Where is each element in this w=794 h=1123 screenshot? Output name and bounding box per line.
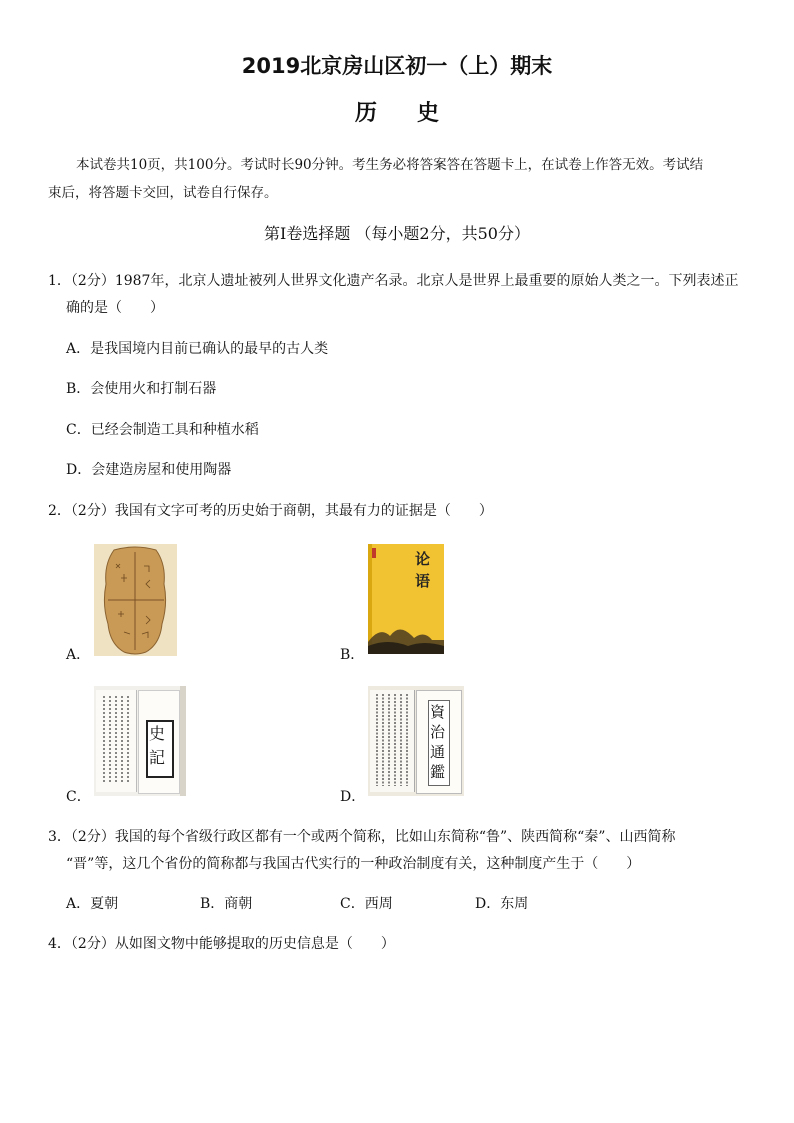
question-4-text: 4．（2分）从如图文物中能够提取的历史信息是（ ） — [48, 936, 395, 952]
question-1-option-b[interactable]: B．会使用火和打制石器 — [66, 381, 217, 397]
page-title: 2019北京房山区初一（上）期末 — [241, 54, 553, 78]
shiji-cover-title: 史記 — [149, 724, 166, 767]
question-3-text: 3．（2分）我国的每个省级行政区都有一个或两个简称，比如山东简称“鲁”、陕西简称“秦”、山西简称 — [48, 829, 676, 845]
intro-line-1: 本试卷共10页，共100分。考试时长90分钟。考生务必将答案答在答题卡上，在试卷上作答无效。考试结 — [76, 157, 704, 173]
subject-title: 历史 — [354, 100, 479, 126]
question-2-option-a-label[interactable]: A． — [66, 647, 91, 663]
text-columns-icon — [100, 696, 132, 786]
intro-line-2: 束后，将答题卡交回，试卷自行保存。 — [48, 185, 278, 201]
zizhi-cover-title: 資治通鑑 — [430, 703, 446, 781]
question-3-option-c[interactable]: C．西周 — [340, 896, 393, 912]
question-3-text-cont: “晋”等，这几个省份的简称都与我国古代实行的一种政治制度有关，这种制度产生于（ ） — [66, 856, 641, 872]
lunyu-cover-title: 论语 — [415, 550, 431, 590]
section-title: 第Ⅰ卷选择题 （每小题2分，共50分） — [264, 224, 530, 243]
question-3-option-d[interactable]: D．东周 — [475, 896, 529, 912]
shiji-book-image[interactable] — [94, 686, 186, 796]
question-1-text: 1．（2分）1987年，北京人遗址被列人世界文化遗产名录。北京人是世界上最重要的原始人类之一。下列表述正 — [48, 273, 739, 289]
question-3-option-a[interactable]: A．夏朝 — [66, 896, 119, 912]
text-columns-icon — [374, 694, 410, 788]
lunyu-book-image[interactable] — [368, 544, 444, 654]
question-1-option-a[interactable]: A．是我国境内目前已确认的最早的古人类 — [66, 341, 329, 357]
question-1-text-cont: 确的是（ ） — [66, 300, 164, 316]
oracle-bone-image[interactable] — [94, 544, 177, 656]
question-2-option-c-label[interactable]: C． — [66, 789, 91, 805]
question-2-option-b-label[interactable]: B． — [340, 647, 365, 663]
mountain-icon — [368, 616, 444, 654]
oracle-bone-icon — [94, 544, 177, 656]
question-2-text: 2．（2分）我国有文字可考的历史始于商朝，其最有力的证据是（ ） — [48, 503, 493, 519]
question-2-option-d-label[interactable]: D． — [340, 789, 366, 805]
zizhi-tongjian-book-image[interactable] — [368, 686, 464, 796]
question-1-option-c[interactable]: C．已经会制造工具和种植水稻 — [66, 422, 259, 438]
question-1-option-d[interactable]: D．会建造房屋和使用陶器 — [66, 462, 232, 478]
question-3-option-b[interactable]: B．商朝 — [200, 896, 253, 912]
